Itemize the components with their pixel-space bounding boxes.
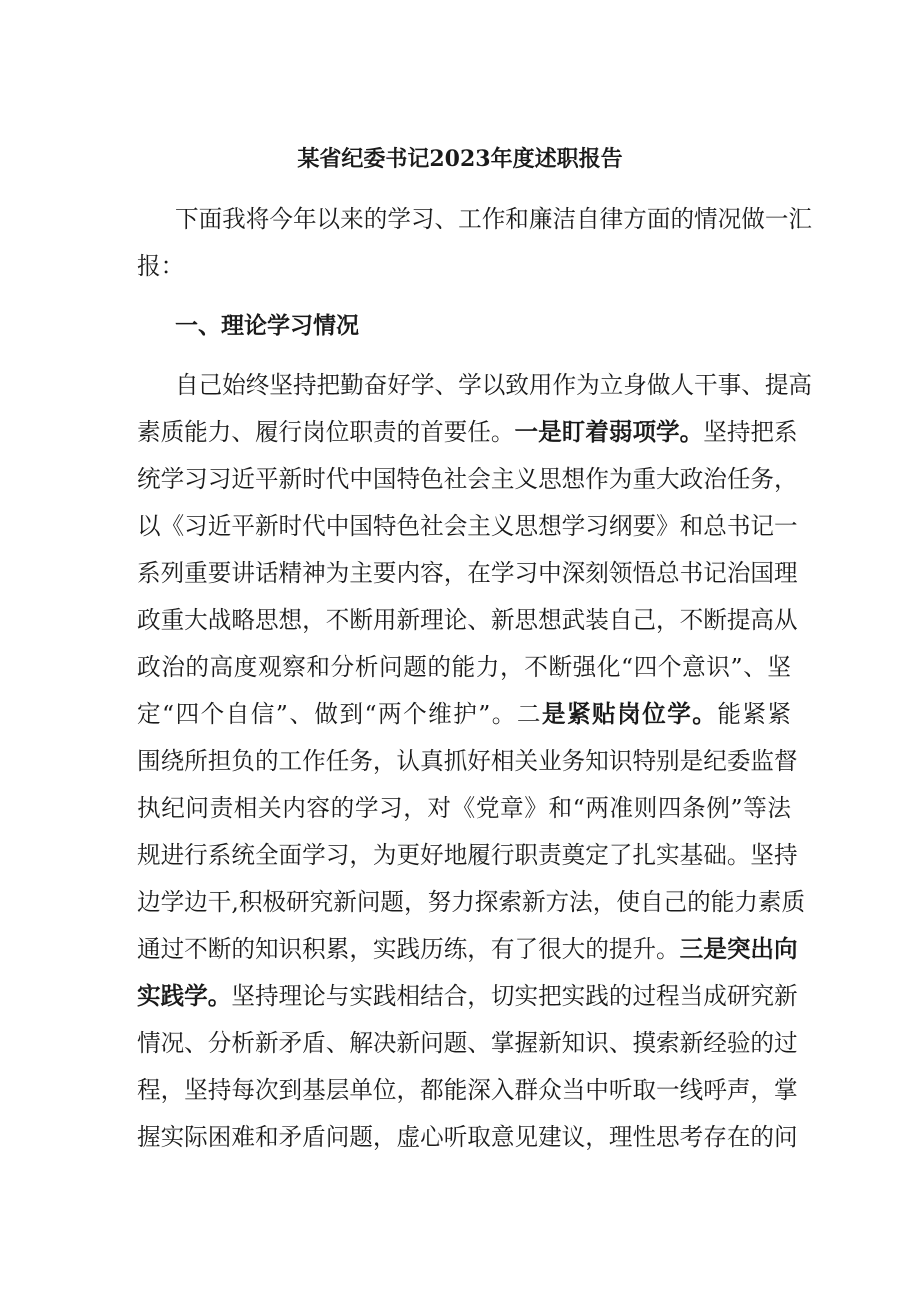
- body-line-15: 情况、分析新矛盾、解决新问题、掌握新知识、摸索新经验的过: [137, 1029, 798, 1057]
- bold-keyphrase-2: 是紧贴岗位学。: [541, 700, 718, 728]
- document-title: 某省纪委书记2023年度述职报告: [297, 146, 623, 172]
- body-line-16: 程，坚持每次到基层单位，都能深入群众当中听取一线呼声，掌: [137, 1076, 798, 1104]
- body-line-2: [137, 416, 798, 448]
- section-heading-theory-study: 一、理论学习情况: [175, 312, 359, 339]
- body-text: 坚持理论与实践相结合，切实把实践的过程当成研究新: [231, 982, 798, 1010]
- intro-line-1: 下面我将今年以来的学习、工作和廉洁自律方面的情况做一汇: [175, 205, 813, 233]
- body-line-17: 握实际困难和矛盾问题，虚心听取意见建议，理性思考存在的问: [137, 1123, 798, 1151]
- body-line-3: 统学习习近平新时代中国特色社会主义思想作为重大政治任务，: [137, 465, 798, 493]
- bold-keyphrase-3: 三是突出向: [679, 935, 798, 963]
- bold-keyphrase-1: 一是盯着弱项学。: [514, 418, 704, 446]
- body-line-13: [137, 933, 798, 965]
- body-line-9: 围绕所担负的工作任务，认真抓好相关业务知识特别是纪委监督: [137, 747, 798, 775]
- bold-keyphrase-3-cont: 实践学。: [137, 982, 232, 1010]
- body-line-12: 边学边干,积极研究新问题，努力探索新方法，使自己的能力素质: [137, 888, 806, 916]
- body-line-8: [137, 698, 791, 730]
- body-text: 通过不断的知识积累，实践历练，有了很大的提升。: [137, 935, 680, 963]
- body-line-10: 执纪问责相关内容的学习，对《党章》和“两准则四条例”等法: [137, 794, 791, 822]
- body-line-1: 自己始终坚持把勤奋好学、学以致用作为立身做人干事、提高: [175, 371, 813, 399]
- body-line-7: 政治的高度观察和分析问题的能力，不断强化“四个意识”、坚: [137, 653, 791, 681]
- intro-line-2: 报：: [137, 252, 185, 280]
- body-text: 坚持把系: [703, 418, 798, 446]
- body-line-5: 系列重要讲话精神为主要内容，在学习中深刻领悟总书记治国理: [137, 559, 798, 587]
- body-text: 定“四个自信”、做到“两个维护”。二: [137, 700, 542, 728]
- body-line-6: 政重大战略思想，不断用新理论、新思想武装自己，不断提高从: [137, 606, 798, 634]
- body-text: 能紧紧: [717, 700, 792, 728]
- body-line-14: [137, 980, 798, 1012]
- body-line-4: 以《习近平新时代中国特色社会主义思想学习纲要》和总书记一: [137, 512, 798, 540]
- body-text: 素质能力、履行岗位职责的首要任。: [137, 418, 515, 446]
- body-line-11: 规进行系统全面学习，为更好地履行职责奠定了扎实基础。坚持: [137, 841, 798, 869]
